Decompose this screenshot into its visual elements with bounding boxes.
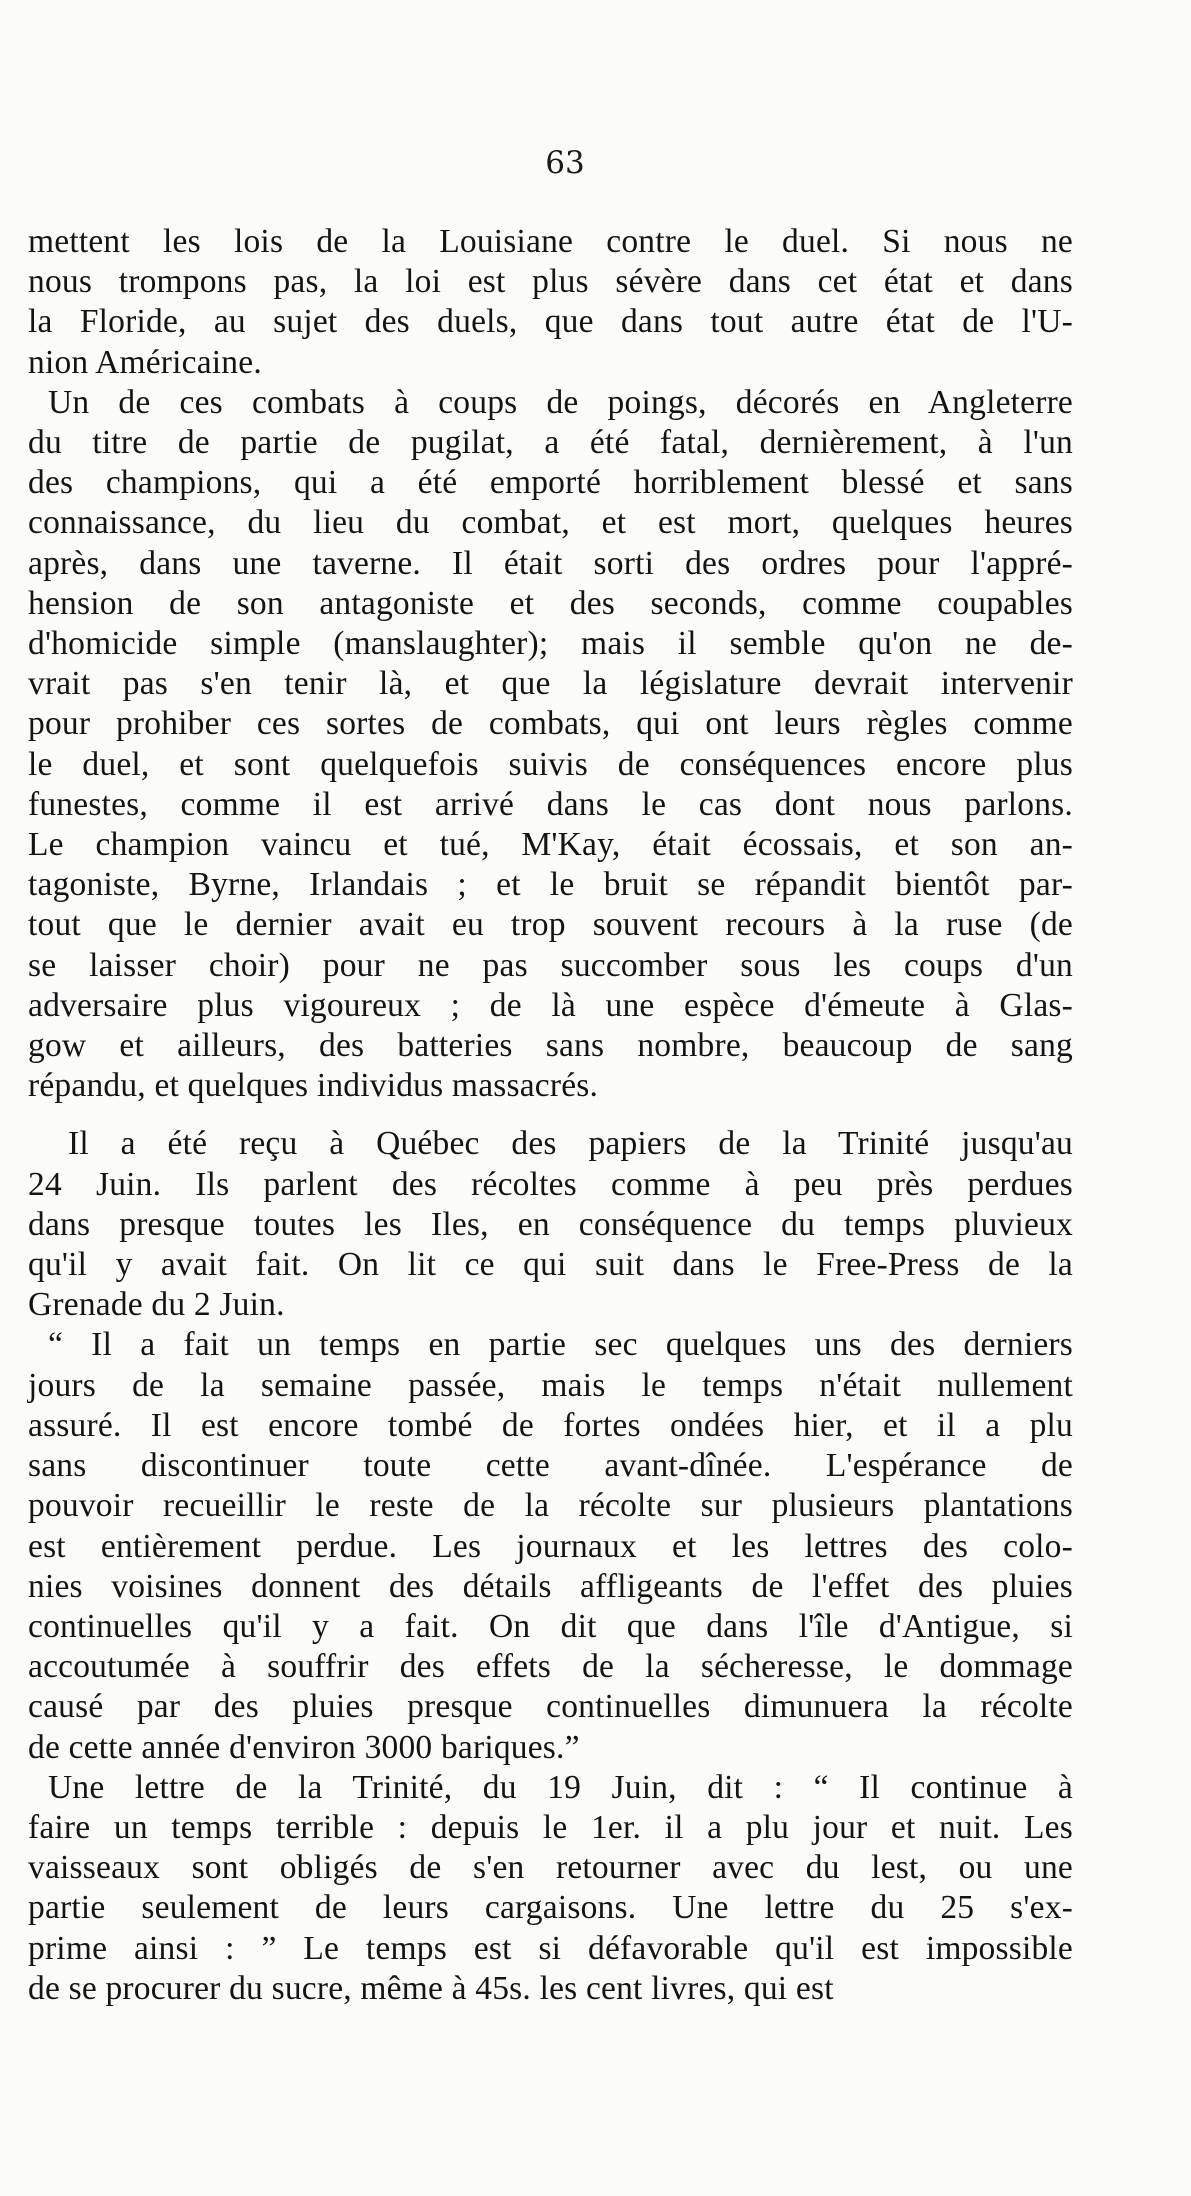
text-line: funestes, comme il est arrivé dans le cas dont nous parlons.: [28, 785, 1073, 823]
paragraph: [28, 222, 1073, 383]
text-line: Le champion vaincu et tué, M'Kay, était écossais, et son an-: [28, 826, 1073, 864]
text-line: prime ainsi : ” Le temps est si défavorable qu'il est impossible: [28, 1929, 1073, 1967]
text-line: “ Il a fait un temps en partie sec quelques uns des derniers: [48, 1326, 1073, 1364]
text-line: jours de la semaine passée, mais le temps n'était nullement: [28, 1366, 1073, 1404]
text-line: le duel, et sont quelquefois suivis de conséquences encore plus: [28, 745, 1073, 783]
text-line: nous trompons pas, la loi est plus sévère dans cet état et dans: [28, 263, 1073, 301]
text-line: hension de son antagoniste et des seconds, comme coupables: [28, 584, 1073, 622]
text-line: partie seulement de leurs cargaisons. Une lettre du 25 s'ex-: [28, 1889, 1073, 1927]
text-line: assuré. Il est encore tombé de fortes ondées hier, et il a plu: [28, 1406, 1073, 1444]
text-line: connaissance, du lieu du combat, et est mort, quelques heures: [28, 504, 1073, 542]
text-line: gow et ailleurs, des batteries sans nombre, beaucoup de sang: [28, 1027, 1073, 1065]
text-line: tagoniste, Byrne, Irlandais ; et le bruit se répandit bientôt par-: [28, 866, 1073, 904]
text-line: qu'il y avait fait. On lit ce qui suit dans le Free-Press de la: [28, 1246, 1073, 1284]
text-line: se laisser choir) pour ne pas succomber sous les coups d'un: [28, 946, 1073, 984]
text-line: faire un temps terrible : depuis le 1er. il a plu jour et nuit. Les: [28, 1808, 1073, 1846]
text-line: vaisseaux sont obligés de s'en retourner avec du lest, ou une: [28, 1849, 1073, 1887]
page-number: 63: [545, 145, 585, 181]
text-line: d'homicide simple (manslaughter); mais il semble qu'on ne de-: [28, 625, 1073, 663]
paragraph: [28, 1124, 1073, 1325]
text-line: tout que le dernier avait eu trop souvent recours à la ruse (de: [28, 906, 1073, 944]
text-line: Un de ces combats à coups de poings, décorés en Angleterre: [48, 383, 1073, 421]
text-line: continuelles qu'il y a fait. On dit que dans l'île d'Antigue, si: [28, 1607, 1073, 1645]
text-line: de cette année d'environ 3000 bariques.”: [28, 1728, 580, 1766]
paragraph-gap: [28, 1106, 1073, 1124]
paragraph: [28, 383, 1073, 1107]
text-line: la Floride, au sujet des duels, que dans tout autre état de l'U-: [28, 303, 1073, 341]
text-line: sans discontinuer toute cette avant-dînée. L'espérance de: [28, 1447, 1073, 1485]
paragraph: [28, 1325, 1073, 1767]
text-line: de se procurer du sucre, même à 45s. les cent livres, qui est: [28, 1969, 834, 2007]
text-line: causé par des pluies presque continuelles dimunuera la récolte: [28, 1688, 1073, 1726]
text-line: 24 Juin. Ils parlent des récoltes comme à peu près perdues: [28, 1165, 1073, 1203]
text-line: répandu, et quelques individus massacrés.: [28, 1067, 599, 1105]
text-line: Il a été reçu à Québec des papiers de la Trinité jusqu'au: [68, 1125, 1073, 1163]
text-line: pour prohiber ces sortes de combats, qui ont leurs règles comme: [28, 705, 1073, 743]
text-line: est entièrement perdue. Les journaux et les lettres des colo-: [28, 1527, 1073, 1565]
text-line: pouvoir recueillir le reste de la récolte sur plusieurs plantations: [28, 1487, 1073, 1525]
text-line: après, dans une taverne. Il était sorti des ordres pour l'appré-: [28, 544, 1073, 582]
text-line: accoutumée à souffrir des effets de la sécheresse, le dommage: [28, 1648, 1073, 1686]
text-line: du titre de partie de pugilat, a été fatal, dernièrement, à l'un: [28, 424, 1073, 462]
text-line: dans presque toutes les Iles, en conséquence du temps pluvieux: [28, 1205, 1073, 1243]
text-line: Grenade du 2 Juin.: [28, 1286, 285, 1324]
text-line: vrait pas s'en tenir là, et que la législature devrait intervenir: [28, 665, 1073, 703]
text-line: nies voisines donnent des détails affligeants de l'effet des pluies: [28, 1567, 1073, 1605]
paragraph: [28, 1768, 1073, 2009]
text-line: adversaire plus vigoureux ; de là une espèce d'émeute à Glas-: [28, 986, 1073, 1024]
text-line: Une lettre de la Trinité, du 19 Juin, dit : “ Il continue à: [48, 1768, 1073, 1806]
text-line: mettent les lois de la Louisiane contre le duel. Si nous ne: [28, 223, 1073, 260]
text-line: nion Américaine.: [28, 343, 262, 381]
body-text: [28, 222, 1073, 2009]
text-line: des champions, qui a été emporté horriblement blessé et sans: [28, 464, 1073, 502]
